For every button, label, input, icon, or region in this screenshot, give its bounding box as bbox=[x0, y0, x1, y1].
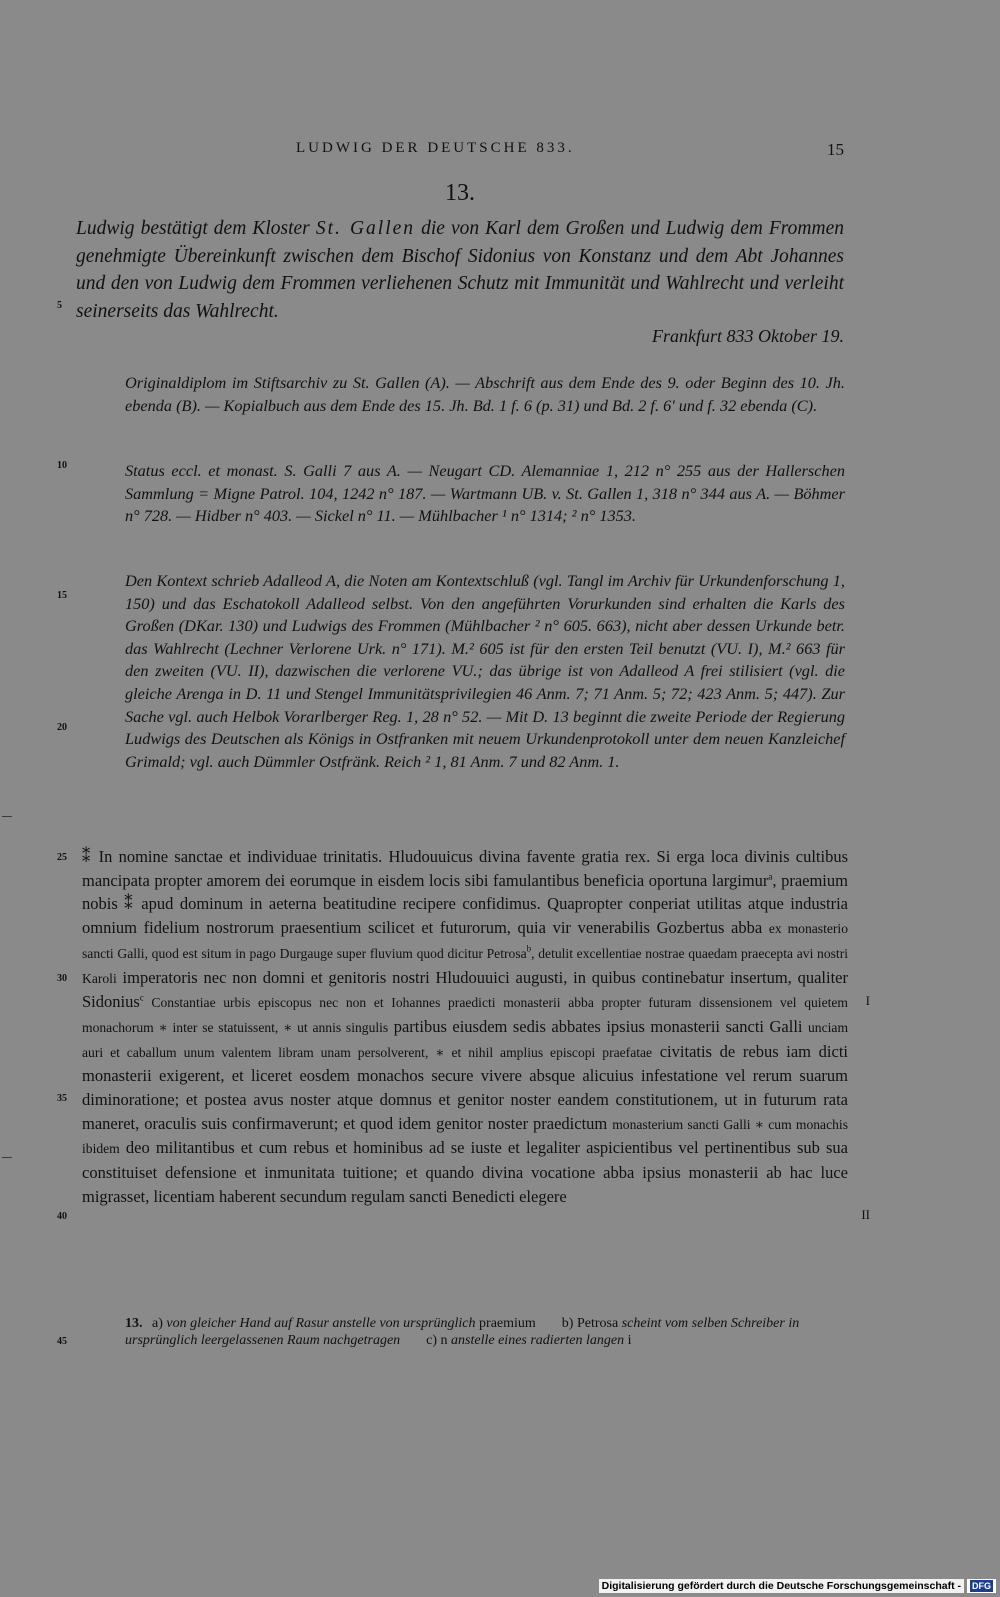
line-number: 20 bbox=[57, 722, 67, 733]
line-number: 5 bbox=[57, 300, 62, 311]
margin-mark-vu2: II bbox=[861, 1207, 870, 1222]
running-title: LUDWIG DER DEUTSCHE 833. bbox=[296, 140, 575, 156]
text-part-4: , detulit excellentiae nostrae quaedam praecepta avi nostri Karoli bbox=[82, 945, 849, 986]
commentary-note: Den Kontext schrieb Adalleod A, die Noten am Kontextschluß (vgl. Tangl im Archiv für Urkundenforschung 1, 150) und das Eschatokoll Adalleod selbst. Von den angeführten Vorurkunden sind erhalten die Karls des Großen (DKar. 130) und Ludwigs des Frommen (Mühlbacher ² n° 605. 663), nicht aber dessen Urkunde betr. das Wahlrecht (Lechner Verlorene Urk. n° 171). M.² 605 ist für den ersten Teil benutzt (VU. I), M.² 663 für den zweiten (VU. II), dazwischen die verlorene VU.; das übrige ist von Adalleod A frei stilisiert (vgl. die gleiche Arenga in D. 11 und Stengel Immunitätsprivilegien 46 Anm. 7; 71 Anm. 5; 72; 423 Anm. 5; 447). Zur Sache vgl. auch Helbok Vorarlberger Reg. 1, 28 n° 52. — Mit D. 13 beginnt die zweite Periode der Regierung Ludwigs des Deutschen als Königs in Ostfranken mit neuem Urkundenprotokoll unter dem neuen Kanzleichef Grimald; vgl. auch Dümmler Ostfränk. Reich ² 1, 81 Anm. 7 und 82 Anm. 1. bbox=[125, 571, 845, 771]
footnote-ref-a: a bbox=[768, 871, 773, 882]
footnote-b-label: b) bbox=[561, 1316, 574, 1331]
text-part-11: deo militantibus et cum rebus et hominibus ad se iuste et legaliter aspicientibus vel pertinentibus sub sua constituiset defensione et inmunitata tuitione; et quando divina vocatione abba ipsius monasterii ab hac luce migrasset, licentiam haberent secundum regulam sancti Benedicti elegere bbox=[82, 1138, 848, 1206]
footnote-ref-c: c bbox=[139, 992, 144, 1003]
tradition-note: Originaldiplom im Stiftsarchiv zu St. Gallen (A). — Abschrift aus dem Ende des 9. oder Beginn des 10. Jh. ebenda (B). — Kopialbuch aus dem Ende des 15. Jh. Bd. 1 f. 6 (p. 31) und Bd. 2 f. 6' und f. 32 ebenda (C). bbox=[125, 373, 845, 415]
footnote-a-word: praemium bbox=[479, 1316, 536, 1331]
regest-text-end: die von Karl dem Großen und Ludwig dem Frommen genehmigte Übereinkunft zwischen dem Bischof Sidonius von Konstanz und dem Abt Johannes und den von Ludwig dem Frommen verliehenen Schutz mit Immunität und Wahlrecht und verleiht seinerseits das Wahlrecht. bbox=[76, 218, 844, 322]
editions-note: Status eccl. et monast. S. Galli 7 aus A. — Neugart CD. Alemanniae 1, 212 n° 255 aus der Hallerschen Sammlung = Migne Patrol. 104, 1242 n° 187. — Wartmann UB. v. St. Gallen 1, 318 n° 344 aus A. — Böhmer n° 728. — Hidber n° 403. — Sickel n° 11. — Mühlbacher ¹ n° 1314; ² n° 1353. bbox=[125, 461, 845, 526]
text-part-3: ex monasterio sancti Galli, quod est situm in pago Durgauge super fluvium quod dicitur Petrosa bbox=[82, 921, 848, 961]
line-number: 30 bbox=[57, 973, 67, 984]
line-number: 15 bbox=[57, 590, 67, 601]
line-number: 45 bbox=[57, 1336, 67, 1347]
text-part-5: imperatoris nec non domni et genitoris nostri Hludouuici augusti, in quibus continebatur insertum, qualiter Sidonius bbox=[82, 967, 848, 1012]
regest-place: St. Gallen bbox=[315, 218, 416, 239]
document-number: 13. bbox=[445, 180, 475, 206]
credit-text: Digitalisierung gefördert durch die Deutsche Forschungsgemeinschaft - bbox=[599, 1579, 964, 1593]
text-part-10: monasterium sancti Galli ∗ cum monachis ibidem bbox=[82, 1116, 848, 1157]
text-part-7: partibus eiusdem sedis abbates ipsius monasterii sancti Galli bbox=[388, 1016, 808, 1036]
regest-summary bbox=[76, 215, 844, 325]
footnote-b-text: scheint vom selben Schreiber in ursprünglich leergelassenen Raum nachgetragen bbox=[125, 1316, 800, 1348]
text-part-8: unciam auri et caballum unum valentem libram unam persolverent, ∗ et nihil amplius episcopi praefatae bbox=[82, 1019, 849, 1060]
charter-text bbox=[82, 845, 848, 1209]
margin-mark-vu1: I bbox=[865, 993, 870, 1008]
line-number: 35 bbox=[57, 1093, 67, 1104]
footnote-c-label: c) bbox=[426, 1332, 438, 1348]
scan-edge-mark bbox=[2, 1157, 12, 1158]
footnote-b-word: Petrosa bbox=[576, 1316, 619, 1331]
footnote-doc-number: 13. bbox=[125, 1316, 143, 1331]
text-part-9: civitatis de rebus iam dicti monasterii exigerent, et liceret eosdem monachos secure vivere absque alicuius infestatione vel rerum suarum diminoratione; et postea avus noster atque domnus et genitor noster eandem constitutionem, ut in futurum rata maneret, oraculis suis confirmaverunt; et quod idem genitor noster praedictum bbox=[82, 1041, 848, 1133]
page-number: 15 bbox=[827, 140, 844, 159]
footnote-c-word: n bbox=[440, 1332, 448, 1348]
footnotes bbox=[125, 1316, 847, 1349]
dfg-logo-icon bbox=[967, 1579, 996, 1593]
dating-line: Frankfurt 833 Oktober 19. bbox=[652, 326, 844, 346]
footer-credit bbox=[599, 1579, 996, 1593]
dfg-logo-text: DFG bbox=[972, 1581, 991, 1591]
text-part-2: , praemium nobis ⁑ apud dominum in aeterna beatitudine recipere confidimus. Quapropter conperiat utilitas atque industria omnium fidelium nostrorum praesentium scilicet et futurorum, quia vir venerabilis Gozbertus abba bbox=[82, 870, 848, 938]
line-number: 10 bbox=[57, 460, 67, 471]
footnote-ref-b: b bbox=[526, 943, 532, 954]
scan-edge-mark bbox=[2, 816, 12, 817]
running-header bbox=[76, 140, 844, 164]
footnote-a-label: a) bbox=[152, 1316, 163, 1331]
regest-text-start: Ludwig bestätigt dem Kloster bbox=[76, 218, 316, 239]
line-number: 40 bbox=[57, 1211, 67, 1222]
text-part-6: Constantiae urbis episcopus nec non et Iohannes praedicti monasterii abba propter futuram dissensionem vel quietem monachorum ∗ inter se statuissent, ∗ ut annis singulis bbox=[82, 995, 848, 1035]
footnote-a-text: von gleicher Hand auf Rasur anstelle von ursprünglich bbox=[166, 1316, 476, 1331]
line-number: 25 bbox=[57, 852, 67, 863]
footnote-c-end: i bbox=[627, 1332, 632, 1348]
text-part-1: ⁑ In nomine sanctae et individuae trinitatis. Hludouuicus divina favente gratia rex. Si erga loca divinis cultibus mancipata propter amorem dei eorumque in eisdem locis sibi famulantibus beneficia oportuna largimur bbox=[82, 847, 848, 890]
footnote-c-text: anstelle eines radierten langen bbox=[451, 1332, 625, 1348]
